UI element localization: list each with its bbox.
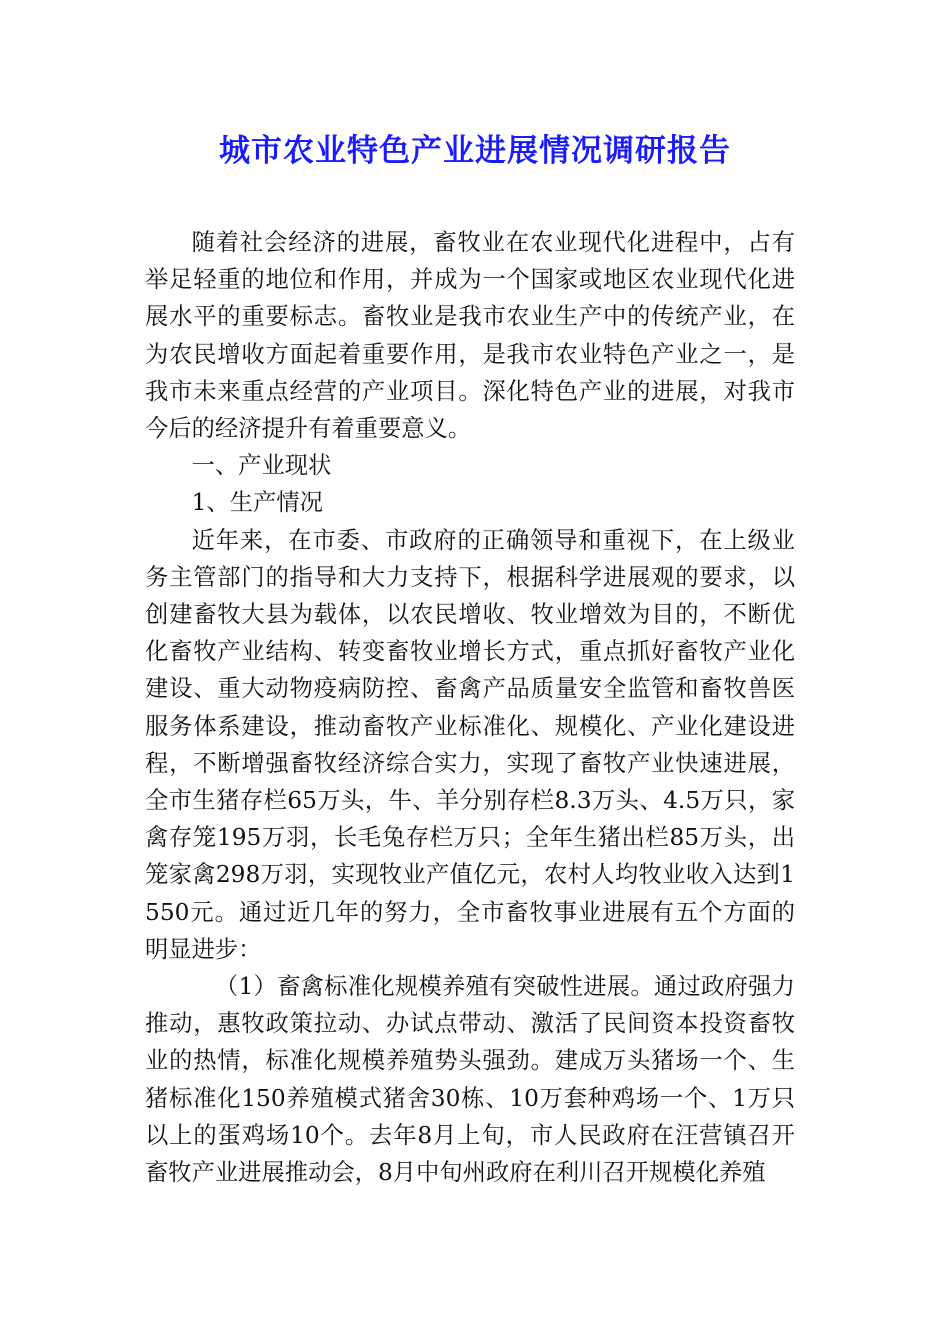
section-heading-industry-status: 一、产业现状: [191, 452, 332, 480]
paragraph-production-overview: 近年来，在市委、市政府的正确领导和重视下，在上级业务主管部门的指导和大力支持下，根据科学进展观的要求，以创建畜牧大县为载体，以农民增收、牧业增效为目的，不断优化畜牧产业结构、转变畜牧业增长方式，重点抓好畜牧产业化建设、重大动物疫病防控、畜禽产品质量安全监管和畜牧兽医服务体系建设，推动畜牧产业标准化、规模化、产业化建设进程，不断增强畜牧经济综合实力，实现了畜牧产业快速进展，全市生猪存栏65万头，牛、羊分别存栏8.3万头、4.5万只，家禽存笼195万羽，长毛兔存栏万只；全年生猪出栏85万头，出笼家禽298万羽，实现牧业产值亿元，农村人均牧业收入达到1550元。通过近几年的努力，全市畜牧事业进展有五个方面的明显进步：: [145, 526, 795, 963]
paragraph-intro: 随着社会经济的进展，畜牧业在农业现代化进程中，占有举足轻重的地位和作用，并成为一个国家或地区农业现代化进展水平的重要标志。畜牧业是我市农业生产中的传统产业，在为农民增收方面起着重要作用，是我市农业特色产业之一，是我市未来重点经营的产业项目。深化特色产业的进展，对我市今后的经济提升有着重要意义。: [145, 229, 795, 443]
subsection-heading-production: 1、生产情况: [191, 489, 323, 517]
paragraph-standardized-breeding: （1）畜禽标准化规模养殖有突破性进展。通过政府强力推动，惠牧政策拉动、办试点带动、激活了民间资本投资畜牧业的热情，标准化规模养殖势头强劲。建成万头猪场一个、生猪标准化150养殖模式猪舍30栋、10万套种鸡场一个、1万只以上的蛋鸡场10个。去年8月上旬，市人民政府在汪营镇召开畜牧产业进展推动会，8月中旬州政府在利川召开规模化养殖: [145, 973, 795, 1187]
document-title: 城市农业特色产业进展情况调研报告: [219, 133, 731, 169]
document-body: [145, 224, 795, 1191]
